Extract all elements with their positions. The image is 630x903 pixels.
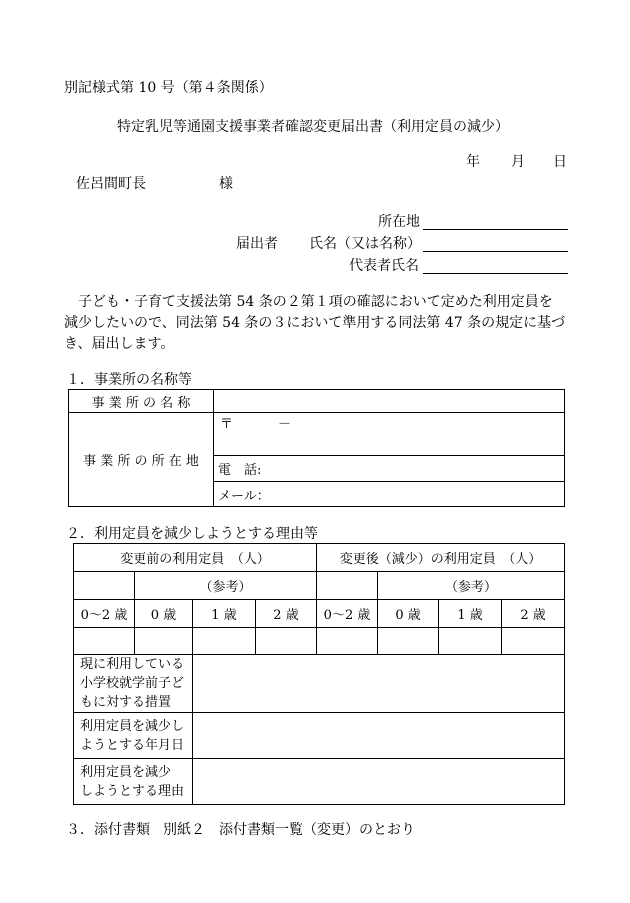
document-title: 特定乳児等通園支援事業者確認変更届出書（利用定員の減少） bbox=[117, 119, 509, 135]
reduction-reason-label bbox=[74, 759, 193, 805]
form-number: 別記様式第 10 号（第４条関係） bbox=[64, 80, 273, 96]
date-day-label: 日 bbox=[553, 154, 567, 170]
after-age-2-value[interactable] bbox=[502, 628, 565, 655]
before-spacer-cell bbox=[74, 572, 135, 600]
postal-code-field[interactable] bbox=[214, 413, 565, 456]
after-age-0-2-value[interactable] bbox=[317, 628, 378, 655]
current-measures-line: 現に利用している bbox=[80, 657, 185, 672]
before-age-0-2-value[interactable] bbox=[74, 628, 135, 655]
body-line: 子ども・子育て支援法第 54 条の２第１項の確認において定めた利用定員を bbox=[78, 294, 553, 310]
reduction-date-label bbox=[74, 713, 193, 759]
body-line: き、届出します。 bbox=[64, 336, 175, 352]
applicant-heading: 届出者 bbox=[236, 236, 278, 252]
after-age-0-2-header: 0～2 歳 bbox=[317, 600, 378, 628]
before-age-0-2-header: 0～2 歳 bbox=[74, 600, 135, 628]
before-age-2-value[interactable] bbox=[256, 628, 317, 655]
capacity-table bbox=[73, 543, 565, 805]
postal-dash: － bbox=[278, 417, 292, 432]
after-spacer-cell bbox=[317, 572, 378, 600]
facility-location-label: 事 業 所 の 所 在 地 bbox=[69, 413, 214, 507]
reduction-reason-line: 利用定員を減少 bbox=[80, 764, 172, 780]
after-reference-label: （参考） bbox=[378, 572, 565, 600]
date-year-label: 年 bbox=[466, 154, 480, 170]
after-capacity-header: 変更後（減少）の利用定員 （人） bbox=[317, 544, 565, 572]
after-age-1-value[interactable] bbox=[439, 628, 502, 655]
after-age-0-value[interactable] bbox=[378, 628, 439, 655]
facility-name-label: 事 業 所 の 名 称 bbox=[69, 390, 214, 413]
addressee-name: 佐呂間町長 bbox=[76, 176, 146, 192]
reduction-reason-line: しようとする理由 bbox=[80, 783, 185, 799]
reduction-reason-field[interactable] bbox=[193, 759, 565, 805]
facility-name-field[interactable] bbox=[214, 390, 565, 413]
email-field[interactable] bbox=[214, 482, 565, 507]
name-line[interactable] bbox=[423, 251, 568, 252]
reduction-date-line: ようとする年月日 bbox=[80, 737, 185, 753]
section1-heading: １．事業所の名称等 bbox=[66, 372, 192, 388]
current-measures-line: 小学校就学前子ど bbox=[80, 676, 185, 691]
email-label: メール： bbox=[218, 488, 270, 504]
body-paragraph bbox=[64, 292, 564, 355]
before-reference-label: （参考） bbox=[135, 572, 317, 600]
before-age-1-header: 1 歳 bbox=[193, 600, 256, 628]
representative-line[interactable] bbox=[423, 273, 568, 274]
section3-heading: ３．添付書類 bbox=[66, 822, 150, 838]
current-measures-field[interactable] bbox=[193, 655, 565, 713]
address-line[interactable] bbox=[423, 229, 568, 230]
reduction-date-field[interactable] bbox=[193, 713, 565, 759]
phone-label: 電 話: bbox=[218, 463, 262, 478]
section2-heading: ２．利用定員を減少しようとする理由等 bbox=[66, 526, 318, 542]
phone-field[interactable] bbox=[214, 456, 565, 482]
before-age-1-value[interactable] bbox=[193, 628, 256, 655]
before-age-0-value[interactable] bbox=[135, 628, 193, 655]
name-label: 氏名（又は名称） bbox=[309, 236, 421, 252]
reduction-date-line: 利用定員を減少し bbox=[80, 718, 185, 734]
body-line: 減少したいので、同法第 54 条の３において準用する同法第 47 条の規定に基づ bbox=[64, 315, 566, 331]
current-measures-label bbox=[74, 655, 193, 713]
before-capacity-header: 変更前の利用定員 （人） bbox=[74, 544, 317, 572]
before-age-2-header: 2 歳 bbox=[256, 600, 317, 628]
after-age-2-header: 2 歳 bbox=[502, 600, 565, 628]
facility-table bbox=[68, 389, 565, 507]
after-age-1-header: 1 歳 bbox=[439, 600, 502, 628]
date-month-label: 月 bbox=[511, 154, 525, 170]
section3-text: 別紙２ 添付書類一覧（変更）のとおり bbox=[163, 822, 415, 838]
addressee-honorific: 様 bbox=[219, 176, 233, 192]
representative-label: 代表者氏名 bbox=[349, 258, 419, 274]
postal-mark: 〒 bbox=[220, 417, 234, 432]
address-label: 所在地 bbox=[378, 214, 420, 230]
current-measures-line: もに対する措置 bbox=[80, 695, 172, 710]
after-age-0-header: 0 歳 bbox=[378, 600, 439, 628]
before-age-0-header: 0 歳 bbox=[135, 600, 193, 628]
